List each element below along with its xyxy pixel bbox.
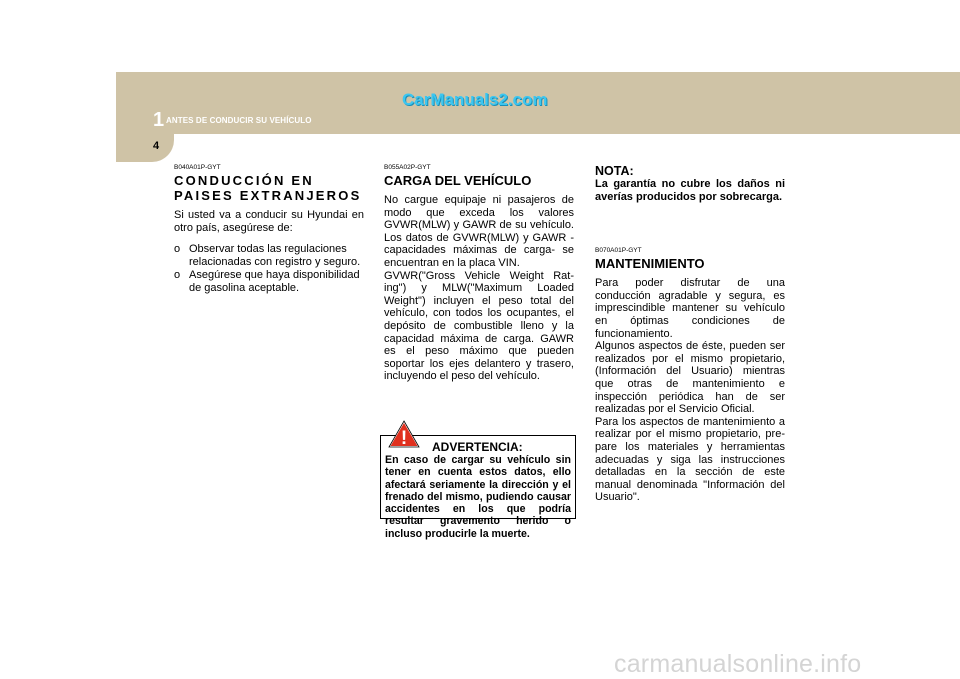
paragraph: GVWR("Gross Vehicle Weight Rat-ing") y MLW("Maximum Loaded Weight") incluyen el peso total del vehículo, con todos los ocupantes, el depósito de combustible lleno y la capacidad máxima de carga. GAWR es el peso máximo que pueden soportar los ejes delantero y trasero, incluyendo el peso del vehículo.	[384, 269, 574, 383]
note-text: La garantía no cubre los daños ni averías producidos por sobrecarga.	[595, 178, 785, 203]
list-item-text: Asegúrese que haya disponibilidad de gasolina aceptable.	[189, 269, 360, 294]
list-item-text: Observar todas las regulaciones relacionadas con registro y seguro.	[189, 243, 361, 268]
chapter-title: ANTES DE CONDUCIR SU VEHÍCULO	[166, 116, 312, 125]
paragraph: Para los aspectos de mantenimiento a realizar por el mismo propietario, pre-pare los materiales y herramientas adecuadas y siga las instrucciones detalladas en la sección de este manual denominada "Información del Usuario".	[595, 415, 785, 504]
footer-site-link[interactable]: carmanualsonline.info	[614, 650, 862, 678]
section-code: B055A02P-GYT	[384, 164, 431, 171]
paragraph: Algunos aspectos de éste, pueden ser realizados por el mismo propietario, (Información del Usuario) mientras que otras de mantenimiento e inspección periódica han de ser realizadas por el Servicio Oficial.	[595, 340, 785, 416]
paragraph: No cargue equipaje ni pasajeros de modo que exceda los valores GVWR(MLW) y GAWR de su vehículo. Los datos de GVWR(MLW) y GAWR - capacidades máximas de carga- se encuentran en la placa VIN.	[384, 194, 574, 269]
list-item	[174, 243, 364, 268]
page-number: 4	[153, 140, 160, 152]
section-maintenance	[595, 164, 785, 504]
warning-title: ADVERTENCIA:	[432, 440, 523, 454]
section-vehicle-load	[384, 164, 574, 383]
section-code: B070A01P-GYT	[595, 247, 642, 255]
section-title: CARGA DEL VEHÍCULO	[384, 173, 532, 188]
section-driving-abroad	[174, 164, 364, 296]
section-code: B040A01P-GYT	[174, 164, 221, 171]
bullet-mark: o	[174, 269, 181, 282]
warning-text: En caso de cargar su vehículo sin tener en cuenta estos datos, ello afectará seriamente la dirección y el frenado del mismo, pudiendo causar accidentes en los que podría resultar gravemento herido o incluso producirle la muerte.	[385, 454, 571, 540]
watermark-link[interactable]: CarManuals2.com	[402, 90, 548, 109]
warning-triangle-icon	[388, 420, 420, 448]
chapter-number: 1	[153, 109, 165, 131]
note-title: NOTA:	[595, 164, 634, 178]
page-tab	[116, 134, 174, 162]
bullet-mark: o	[174, 243, 181, 256]
list-item	[174, 269, 364, 294]
section-intro: Si usted va a conducir su Hyundai en otro país, asegúrese de:	[174, 209, 364, 234]
paragraph: Para poder disfrutar de una conducción agradable y segura, es imprescindible mantener su vehículo en óptimas condiciones de funcionamiento.	[595, 277, 785, 340]
warning-glyph: !	[400, 428, 408, 448]
section-title: CONDUCCIÓN EN PAISES EXTRANJEROS	[174, 173, 362, 203]
section-title: MANTENIMIENTO	[595, 256, 705, 272]
bullet-list	[174, 243, 364, 294]
